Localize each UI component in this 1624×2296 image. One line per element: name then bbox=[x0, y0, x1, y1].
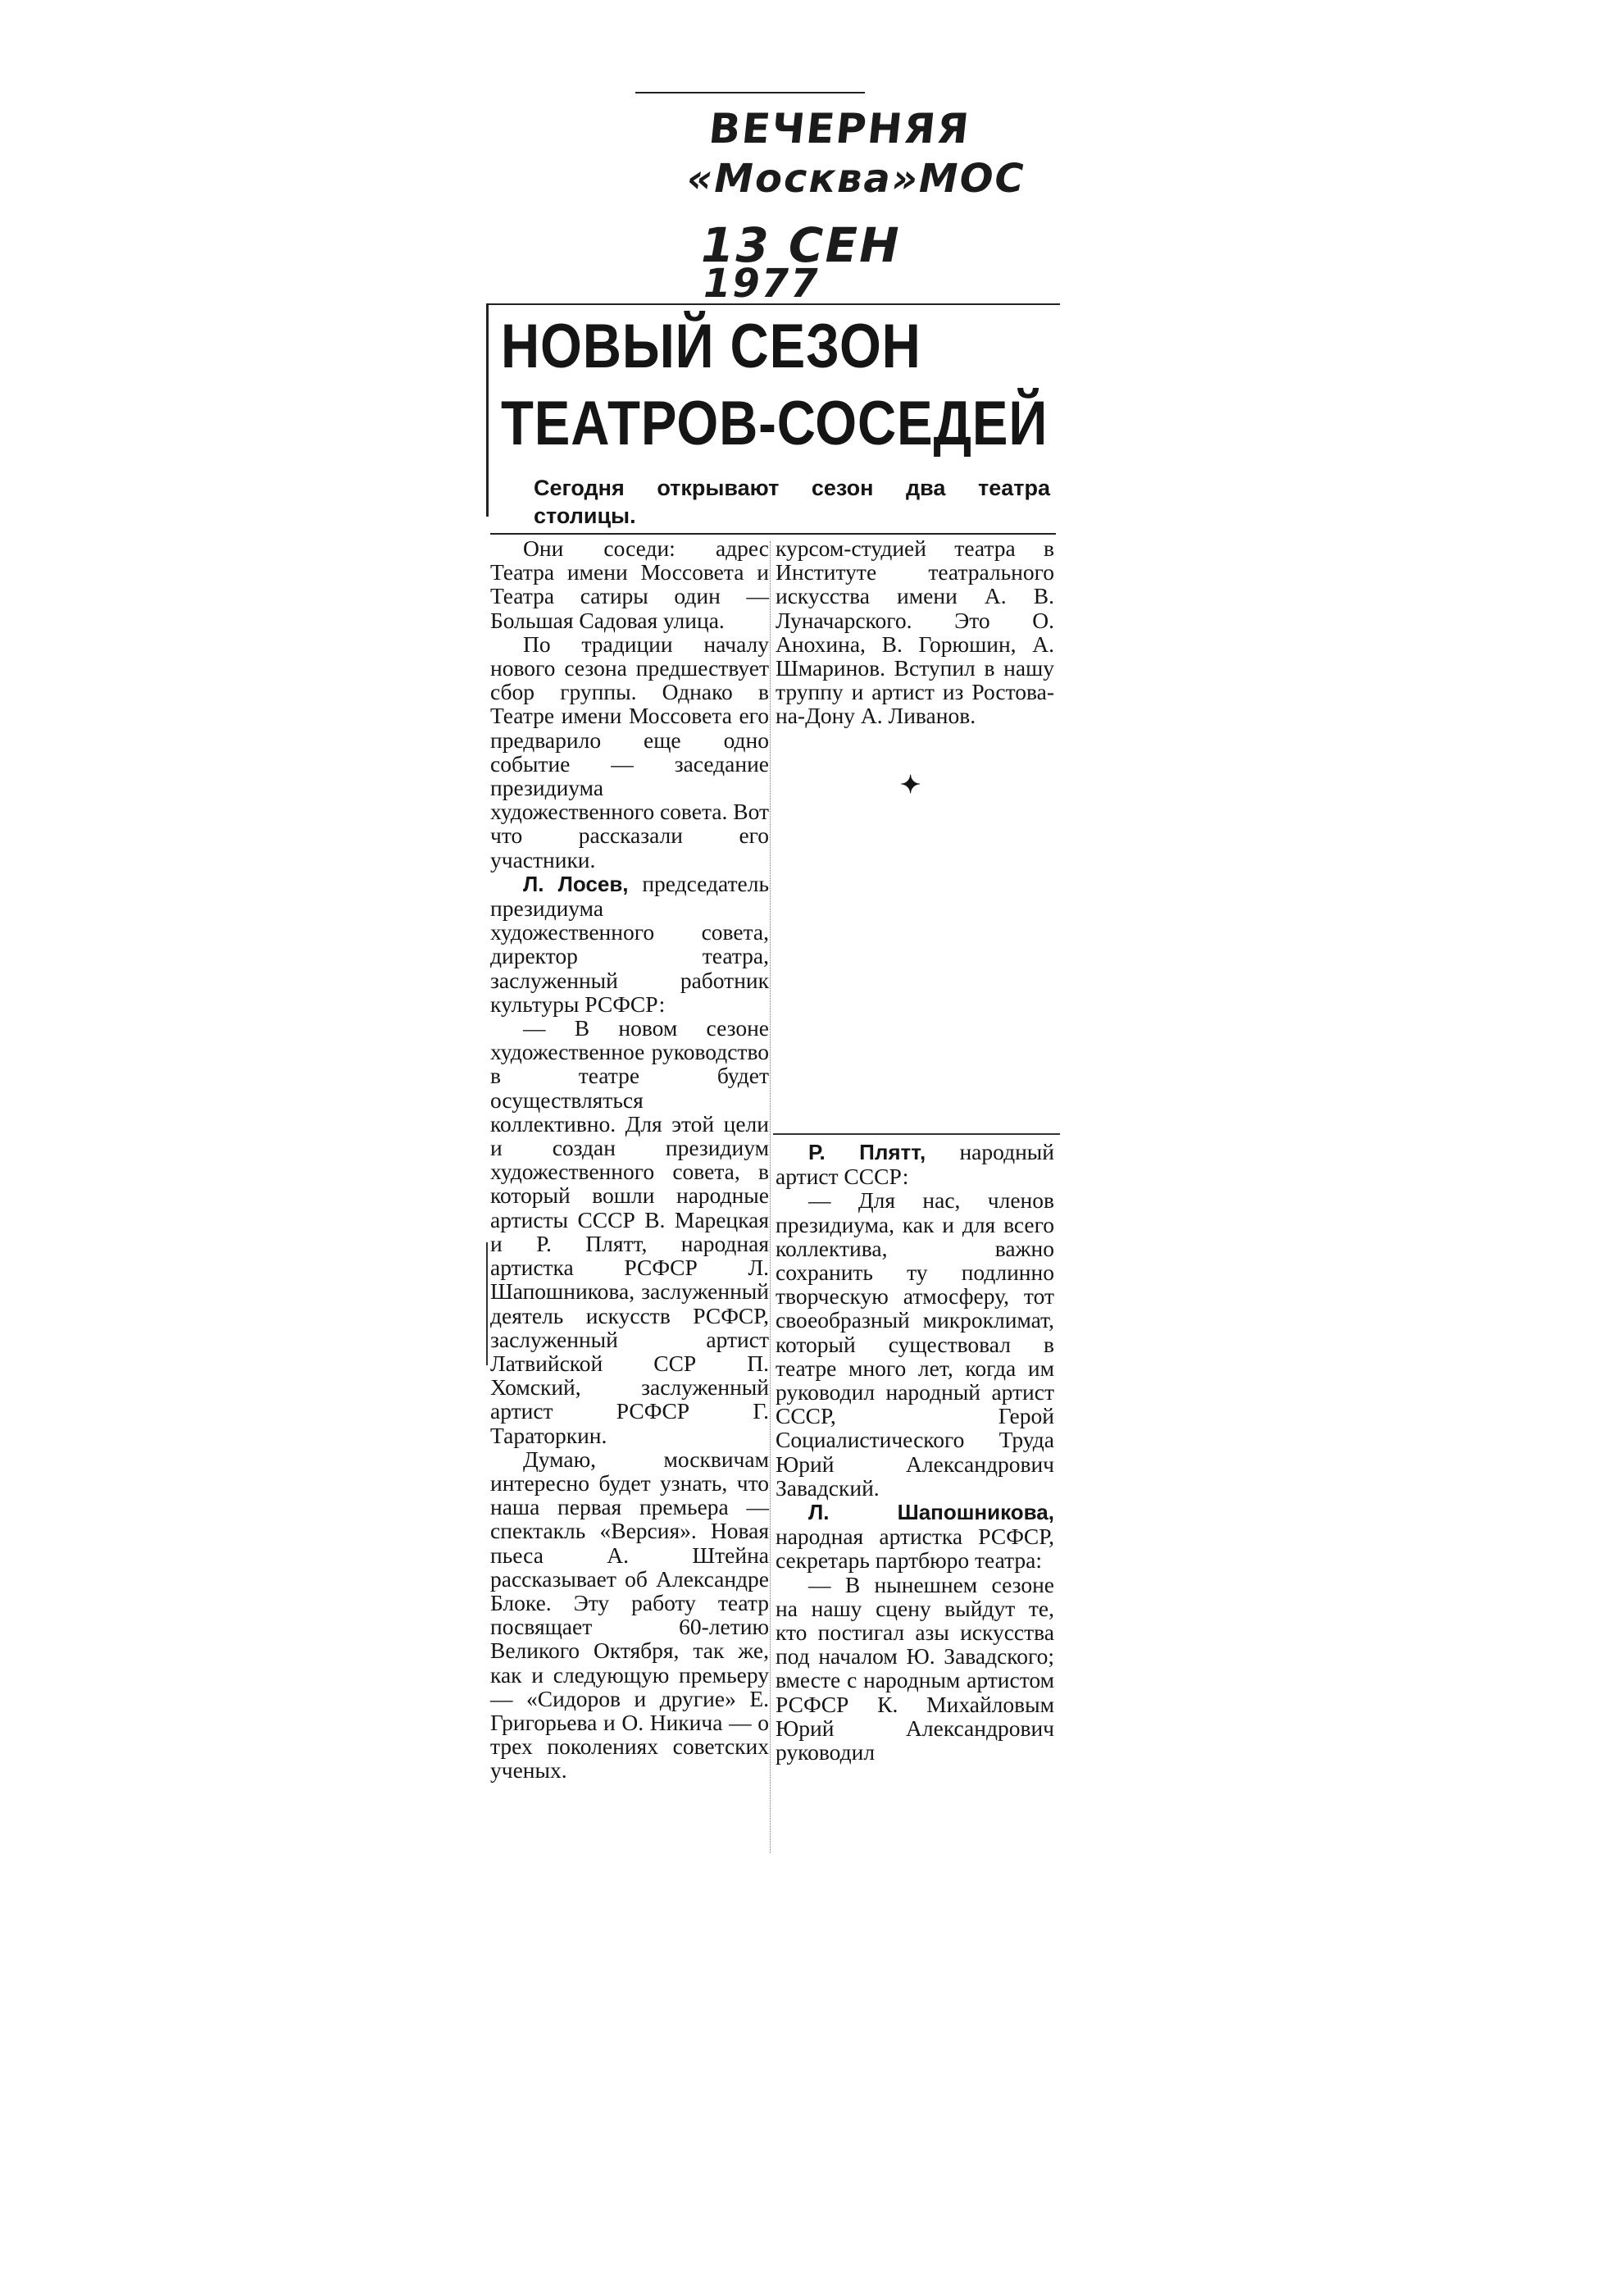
paragraph: — В нынешнем сезоне на нашу сцену выйдут те, кто постигал азы искусства под началом Ю. Завадского; вместе с народным артистом РСФСР К. Михайловым Юрий Александрович руководил bbox=[776, 1571, 1054, 1765]
paragraph: По традиции началу нового сезона предшествует сбор группы. Однако в Театре имени Моссовета его предварило еще одно событие — заседание президиума художественного совета. Вот что рассказали его участники. bbox=[490, 631, 770, 872]
speaker-name: Л. Лосев, bbox=[523, 871, 629, 896]
speaker-title: председатель президиума художественного совета, директор театра, заслуженный работник культуры РСФСР: bbox=[490, 870, 769, 1017]
paragraph: — Для нас, членов президиума, как и для всего коллектива, важно сохранить ту подлинно творческую атмосферу, тот своеобразный микроклимат, который существовал в театре много лет, когда им руководил народный артист СССР, Герой Социалистического Труда Юрий Александрович Завадский. bbox=[776, 1187, 1054, 1501]
article-column-3 bbox=[776, 1140, 1054, 1764]
stamp-year: 1977 bbox=[703, 261, 820, 307]
article-column-1 bbox=[490, 536, 769, 1783]
paragraph: Они соседи: адрес Театра имени Моссовета и Театра сатиры один — Большая Садовая улица. bbox=[490, 535, 769, 633]
column-divider bbox=[770, 541, 771, 1853]
stamp-rule bbox=[635, 92, 865, 93]
column-margin-rule bbox=[486, 1242, 488, 1365]
lead-rule bbox=[490, 533, 1056, 535]
article-column-2 bbox=[776, 536, 1054, 728]
clipping-left-rule bbox=[486, 303, 489, 517]
ornament-icon: ✦ bbox=[900, 772, 921, 799]
paragraph: — В новом сезоне художественное руководство в театре будет осуществляться коллективно. Для этой цели и создан президиум художественного совета, в который вошли народные артисты СССР В. Марецкая и Р. Плятт, народная артистка РСФСР Л. Шапошникова, заслуженный деятель искусств РСФСР, заслуженный артист Латвийской ССР П. Хомский, заслуженный артист РСФСР Г. Тараторкин. bbox=[490, 1015, 769, 1448]
stamp-city: «Москва»МОС bbox=[687, 156, 1026, 202]
article-lead: Сегодня открывают сезон два театра столицы. bbox=[534, 476, 1050, 528]
stamp-newspaper-name: ВЕЧЕРНЯЯ bbox=[706, 105, 973, 153]
paragraph bbox=[490, 872, 769, 1016]
speaker-title: народная артистка РСФСР, секретарь партбюро театра: bbox=[776, 1524, 1054, 1574]
newspaper-clipping bbox=[486, 303, 1060, 1853]
stamp-date: 13 СЕН bbox=[701, 217, 901, 273]
paragraph bbox=[776, 1500, 1054, 1573]
clipping-top-rule bbox=[486, 303, 1060, 305]
article-headline bbox=[501, 308, 1049, 462]
paragraph bbox=[776, 1140, 1054, 1188]
headline-line-1: НОВЫЙ СЕЗОН bbox=[501, 312, 921, 381]
speaker-name: Л. Шапошникова, bbox=[808, 1500, 1054, 1525]
speaker-title: народный артист СССР: bbox=[776, 1139, 1054, 1190]
paragraph: курсом-студией театра в Институте театрального искусства имени А. В. Луначарского. Это О. Анохина, В. Горюшин, А. Шмаринов. Вступил в нашу труппу и артист из Ростова-на-Дону А. Ливанов. bbox=[776, 535, 1054, 729]
section-rule bbox=[773, 1133, 1060, 1135]
headline-line-2: ТЕАТРОВ-СОСЕДЕЙ bbox=[501, 389, 1049, 458]
speaker-name: Р. Плятт, bbox=[808, 1140, 926, 1164]
paragraph: Думаю, москвичам интересно будет узнать, что наша первая премьера — спектакль «Версия». Новая пьеса А. Штейна рассказывает об Александре Блоке. Эту работу театр посвящает 60-летию Великого Октября, так же, как и следующую премьеру — «Сидоров и другие» Е. Григорьева и О. Никича — о трех поколениях советских ученых. bbox=[490, 1446, 769, 1784]
